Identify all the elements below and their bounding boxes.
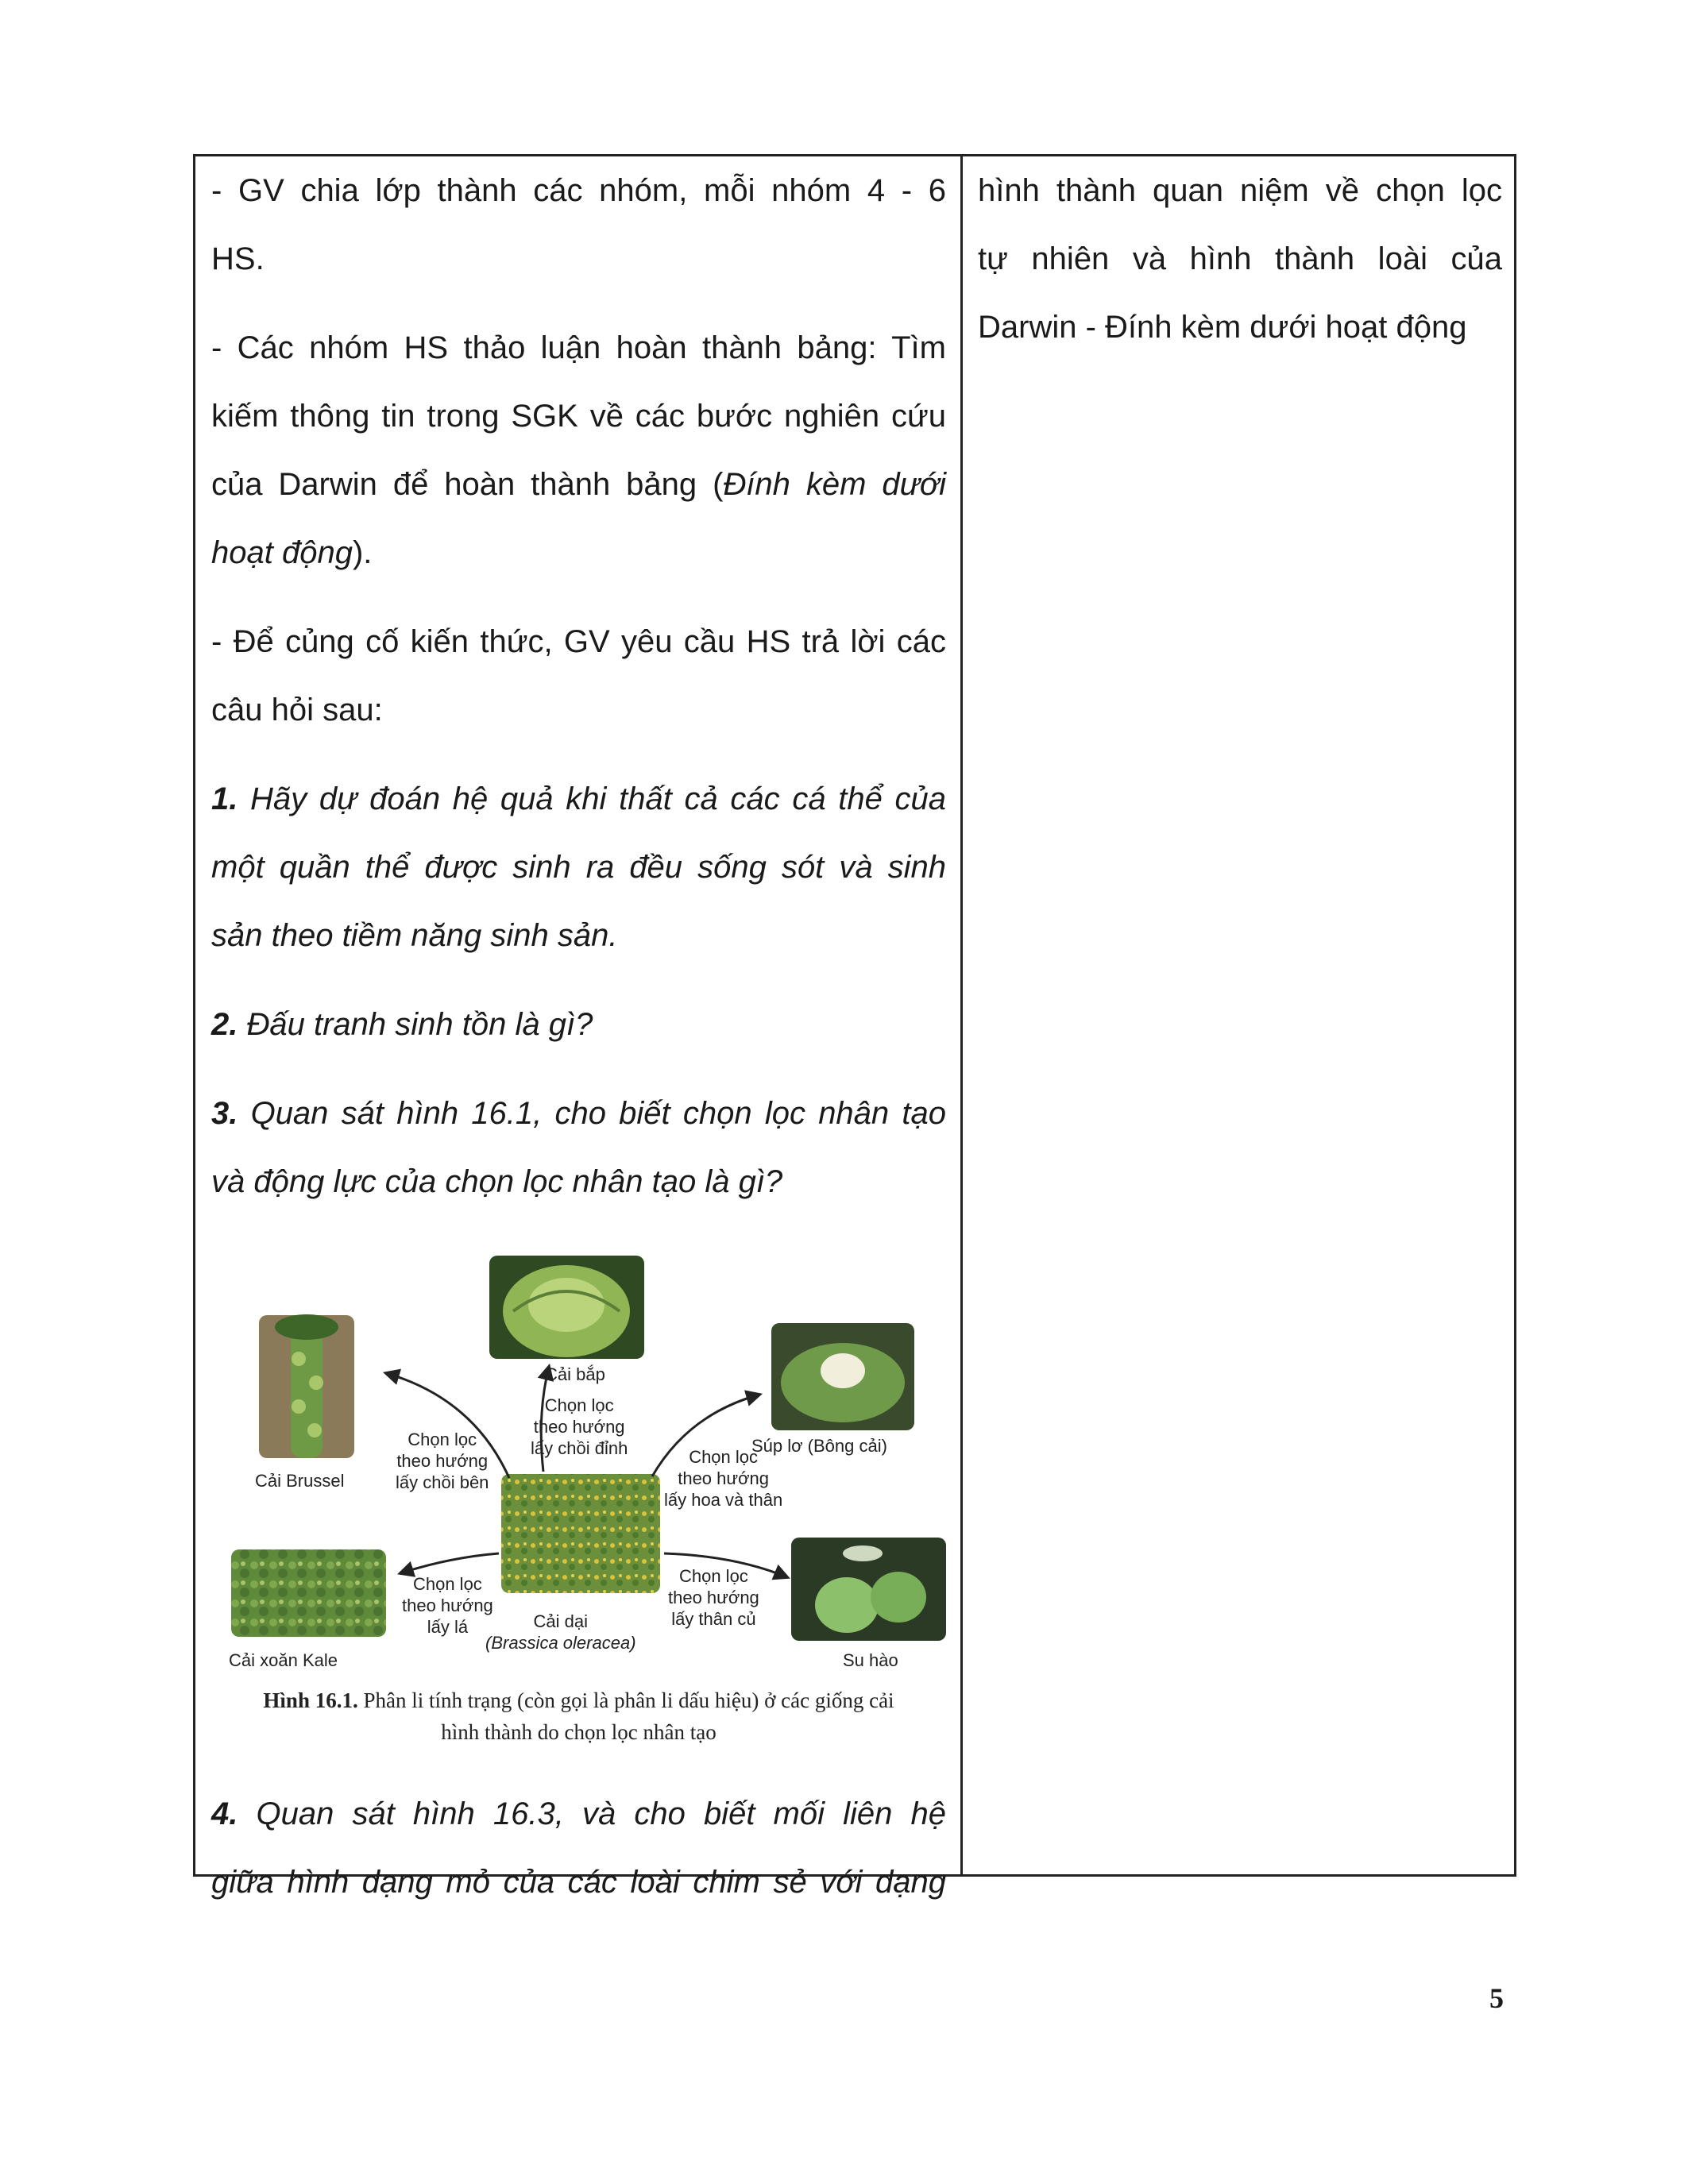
selection-label-right-down: Chọn lọc theo hướng lấy thân củ — [668, 1566, 759, 1629]
figure-caption: Hình 16.1. Phân li tính trạng (còn gọi là phân li dấu hiệu) ở các giống cải hình thành do chọn lọc nhân tạo — [263, 1688, 894, 1744]
wild-mustard-label: Cải dại (Brassica oleracea) — [485, 1611, 636, 1653]
column-divider — [960, 156, 963, 1874]
brussels-label: Cải Brussel — [255, 1471, 345, 1491]
right-paragraph: hình thành quan niệm về chọn lọc tự nhiên và hình thành loài của Darwin - Đính kèm dưới hoạt động — [978, 173, 1502, 345]
kale-label: Cải xoăn Kale — [229, 1650, 338, 1670]
cabbage-photo — [489, 1256, 644, 1359]
selection-label-right-up: Chọn lọc theo hướng lấy hoa và thân — [664, 1447, 783, 1510]
kale-photo — [231, 1549, 386, 1637]
kohlrabi-label: Su hào — [843, 1650, 898, 1670]
selection-label-top: Chọn lọc theo hướng lấy chồi đỉnh — [531, 1395, 628, 1458]
paragraph-group-division: - GV chia lớp thành các nhóm, mỗi nhóm 4 - 6 HS. — [211, 173, 946, 276]
brussels-sprouts-photo — [259, 1314, 354, 1458]
question-1: 1. Hãy dự đoán hệ quả khi thất cả các cá thể của một quần thể được sinh ra đều sống sót và sinh sản theo tiềm năng sinh sản. — [211, 781, 946, 953]
figure-16-1 — [211, 1256, 946, 1764]
left-column — [211, 156, 946, 1900]
wild-mustard-photo — [501, 1474, 660, 1593]
content-table — [193, 154, 1516, 1900]
question-3: 3. Quan sát hình 16.1, cho biết chọn lọc nhân tạo và động lực của chọn lọc nhân tạo là gì? — [211, 1096, 946, 1199]
kohlrabi-photo — [791, 1538, 946, 1641]
selection-label-left-up: Chọn lọc theo hướng lấy chồi bên — [396, 1430, 489, 1492]
paragraph-reinforce: - Để củng cố kiến thức, GV yêu cầu HS trả lời các câu hỏi sau: — [211, 624, 946, 727]
cabbage-label: Cải bắp — [545, 1364, 605, 1384]
cauliflower-photo — [771, 1323, 914, 1430]
page-number: 5 — [1489, 1982, 1504, 2014]
question-2: 2. Đấu tranh sinh tồn là gì? — [211, 1007, 593, 1042]
right-column — [978, 156, 1502, 1874]
question-4: 4. Quan sát hình 16.3, và cho biết mối liên hệ giữa hình dạng mỏ của các loài chim sẻ với dạng — [211, 1796, 946, 1900]
cauliflower-label: Súp lơ (Bông cải) — [751, 1436, 887, 1456]
paragraph-group-discussion: - Các nhóm HS thảo luận hoàn thành bảng: Tìm kiếm thông tin trong SGK về các bước nghiên cứu của Darwin để hoàn thành bảng (Đính kèm dưới hoạt động). — [211, 330, 946, 570]
selection-label-left-down: Chọn lọc theo hướng lấy lá — [402, 1574, 493, 1637]
